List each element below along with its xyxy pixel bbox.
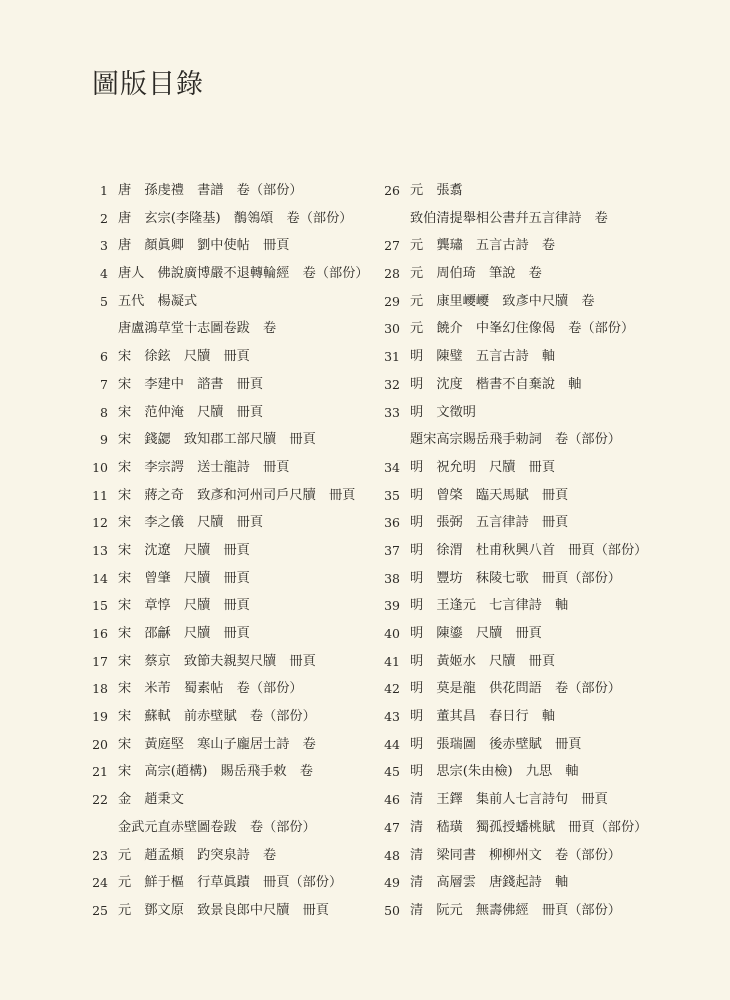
contents-entry <box>378 758 708 786</box>
entry-text: 明 沈度 楷書不自棄說 軸 <box>410 376 582 392</box>
entry-text: 唐盧鴻草堂十志圖卷跋 卷 <box>118 321 277 337</box>
entry-number: 10 <box>92 459 108 475</box>
entry-text: 清 高層雲 唐錢起詩 軸 <box>410 875 569 891</box>
entry-text: 宋 高宗(趙構) 賜岳飛手敕 卷 <box>118 764 313 780</box>
contents-entry <box>378 315 708 343</box>
contents-entry <box>86 648 386 676</box>
entry-number: 48 <box>384 847 400 863</box>
entry-text: 元 趙孟頫 趵突泉詩 卷 <box>118 847 277 863</box>
entry-text: 唐 孫虔禮 書譜 卷（部份） <box>118 183 303 198</box>
entry-text: 唐人 佛說廣博嚴不退轉輪經 卷（部份） <box>118 266 369 282</box>
entry-number: 50 <box>384 902 400 918</box>
entry-number: 12 <box>92 515 108 531</box>
contents-entry <box>378 648 708 676</box>
entry-text: 明 文徵明 <box>410 404 476 420</box>
contents-entry <box>86 758 386 786</box>
entry-number: 18 <box>92 681 108 697</box>
contents-entry <box>378 399 708 427</box>
entry-number: 38 <box>384 570 400 586</box>
entry-text: 題宋高宗賜岳飛手勅詞 卷（部份） <box>410 432 621 448</box>
entry-text: 明 張瑞圖 後赤壁賦 冊頁 <box>410 736 582 752</box>
entry-number: 31 <box>384 349 400 365</box>
contents-entry <box>86 592 386 620</box>
contents-entry <box>86 399 386 427</box>
contents-entry <box>86 288 386 316</box>
entry-text: 金 趙秉文 <box>118 792 184 808</box>
contents-entry <box>378 814 708 842</box>
entry-number: 37 <box>384 542 400 558</box>
contents-entry <box>378 675 708 703</box>
entry-text: 元 張翥 <box>410 183 463 198</box>
entry-number: 44 <box>384 736 400 752</box>
contents-entry <box>378 731 708 759</box>
contents-entry <box>86 703 386 731</box>
entry-text: 金武元直赤壁圖卷跋 卷（部份） <box>118 819 316 835</box>
contents-entry <box>378 177 708 205</box>
contents-entry <box>86 454 386 482</box>
entry-text: 明 陳璧 五言古詩 軸 <box>410 349 556 365</box>
entry-text: 清 嵇璜 獨孤授蟠桃賦 冊頁（部份） <box>410 819 648 835</box>
contents-entry <box>86 343 386 371</box>
entry-text: 明 陳鎏 尺牘 冊頁 <box>410 626 542 641</box>
entry-text: 元 周伯琦 筆說 卷 <box>410 266 542 282</box>
contents-entry <box>378 565 708 593</box>
contents-entry <box>86 731 386 759</box>
entry-text: 五代 楊凝式 <box>118 293 198 309</box>
entry-text: 宋 蔡京 致節夫親契尺牘 冊頁 <box>118 653 316 669</box>
entry-text: 唐 玄宗(李隆基) 鶺鴒頌 卷（部份） <box>118 210 353 226</box>
entry-number: 14 <box>92 570 108 586</box>
contents-entry <box>378 509 708 537</box>
contents-entry <box>378 260 708 288</box>
contents-entry <box>86 675 386 703</box>
contents-entry <box>86 232 386 260</box>
entry-text: 清 阮元 無壽佛經 冊頁（部份） <box>410 902 621 918</box>
entry-text: 致伯清提舉相公書幷五言律詩 卷 <box>410 210 608 226</box>
entry-number: 9 <box>100 432 108 448</box>
contents-entry <box>378 343 708 371</box>
entry-text: 宋 徐鉉 尺牘 冊頁 <box>118 349 250 365</box>
entry-text: 宋 章惇 尺牘 冊頁 <box>118 598 250 614</box>
entry-number: 15 <box>92 598 108 614</box>
contents-entry-continuation <box>86 814 386 842</box>
entry-text: 宋 李之儀 尺牘 冊頁 <box>118 515 264 531</box>
contents-entry <box>378 371 708 399</box>
contents-entry <box>378 537 708 565</box>
contents-entry <box>86 897 386 925</box>
entry-number: 24 <box>92 875 108 891</box>
entry-number: 43 <box>384 709 400 725</box>
entry-text: 明 張弼 五言律詩 冊頁 <box>410 515 569 531</box>
entry-number: 19 <box>92 709 108 725</box>
entry-text: 宋 米芾 蜀素帖 卷（部份） <box>118 681 303 697</box>
entry-number: 4 <box>100 266 108 282</box>
contents-entry <box>86 509 386 537</box>
entry-text: 宋 李建中 諮書 冊頁 <box>118 376 264 392</box>
entry-number: 45 <box>384 764 400 780</box>
entry-number: 16 <box>92 626 108 641</box>
entry-text: 清 梁同書 柳柳州文 卷（部份） <box>410 847 621 863</box>
contents-entry <box>86 482 386 510</box>
entry-number: 7 <box>100 376 108 392</box>
contents-entry <box>86 426 386 454</box>
entry-text: 元 饒介 中峯幻住像偈 卷（部份） <box>410 321 635 337</box>
page-title: 圖版目錄 <box>92 69 204 100</box>
contents-entry <box>378 620 708 648</box>
contents-entry <box>86 260 386 288</box>
contents-entry <box>378 482 708 510</box>
entry-text: 明 董其昌 春日行 軸 <box>410 709 556 725</box>
entry-number: 20 <box>92 736 108 752</box>
entry-number: 25 <box>92 902 108 918</box>
entry-text: 明 徐渭 杜甫秋興八首 冊頁（部份） <box>410 542 648 558</box>
contents-entry <box>378 842 708 870</box>
contents-entry <box>86 565 386 593</box>
contents-entry <box>378 703 708 731</box>
entry-number: 21 <box>92 764 108 780</box>
entry-number: 29 <box>384 293 400 309</box>
contents-entry <box>378 869 708 897</box>
entry-number: 47 <box>384 819 400 835</box>
entry-text: 宋 錢勰 致知郡工部尺牘 冊頁 <box>118 432 316 448</box>
entry-number: 3 <box>100 238 108 254</box>
entry-text: 明 祝允明 尺牘 冊頁 <box>410 459 556 475</box>
contents-entry-continuation <box>378 426 708 454</box>
entry-number: 34 <box>384 459 400 475</box>
entry-text: 宋 邵龢 尺牘 冊頁 <box>118 626 250 641</box>
entry-number: 33 <box>384 404 400 420</box>
entry-number: 30 <box>384 321 400 337</box>
entry-text: 元 鄧文原 致景良郎中尺牘 冊頁 <box>118 902 329 918</box>
contents-list-right <box>378 177 708 925</box>
entry-text: 明 思宗(朱由檢) 九思 軸 <box>410 764 579 780</box>
entry-text: 明 黃姬水 尺牘 冊頁 <box>410 653 556 669</box>
entry-text: 宋 李宗諤 送士龍詩 冊頁 <box>118 459 290 475</box>
entry-number: 5 <box>100 293 108 309</box>
entry-text: 明 曾棨 臨天馬賦 冊頁 <box>410 487 569 503</box>
contents-entry <box>378 897 708 925</box>
entry-number: 27 <box>384 238 400 254</box>
entry-number: 49 <box>384 875 400 891</box>
entry-number: 6 <box>100 349 108 365</box>
entry-text: 清 王鐸 集前人七言詩句 冊頁 <box>410 792 608 808</box>
entry-number: 23 <box>92 847 108 863</box>
entry-text: 元 康里巎巎 致彥中尺牘 卷 <box>410 293 595 309</box>
entry-number: 46 <box>384 792 400 808</box>
entry-number: 17 <box>92 653 108 669</box>
contents-entry <box>378 232 708 260</box>
entry-number: 40 <box>384 626 400 641</box>
contents-entry <box>86 869 386 897</box>
entry-text: 明 王逢元 七言律詩 軸 <box>410 598 569 614</box>
contents-entry-continuation <box>378 205 708 233</box>
contents-entry <box>86 177 386 205</box>
contents-entry <box>378 454 708 482</box>
contents-entry <box>378 786 708 814</box>
entry-number: 13 <box>92 542 108 558</box>
entry-text: 宋 范仲淹 尺牘 冊頁 <box>118 404 264 420</box>
entry-text: 明 豐坊 秣陵七歌 冊頁（部份） <box>410 570 621 586</box>
entry-number: 22 <box>92 792 108 808</box>
entry-text: 元 鮮于樞 行草眞蹟 冊頁（部份） <box>118 875 343 891</box>
entry-text: 宋 沈遼 尺牘 冊頁 <box>118 542 250 558</box>
entry-number: 2 <box>100 210 108 226</box>
contents-entry <box>378 288 708 316</box>
contents-entry <box>86 786 386 814</box>
entry-number: 11 <box>92 487 108 503</box>
entry-number: 39 <box>384 598 400 614</box>
entry-text: 宋 曾肇 尺牘 冊頁 <box>118 570 250 586</box>
contents-list-left <box>86 177 386 925</box>
entry-number: 36 <box>384 515 400 531</box>
entry-text: 唐 顏眞卿 劉中使帖 冊頁 <box>118 238 290 254</box>
contents-entry <box>86 842 386 870</box>
contents-entry <box>86 205 386 233</box>
entry-number: 8 <box>100 404 108 420</box>
entry-number: 26 <box>384 183 400 198</box>
entry-number: 32 <box>384 376 400 392</box>
contents-entry <box>86 537 386 565</box>
entry-text: 元 龔璛 五言古詩 卷 <box>410 238 556 254</box>
entry-number: 41 <box>384 653 400 669</box>
entry-text: 明 莫是龍 供花問語 卷（部份） <box>410 681 621 697</box>
entry-text: 宋 蘇軾 前赤壁賦 卷（部份） <box>118 709 316 725</box>
entry-text: 宋 蔣之奇 致彥和河州司戶尺牘 冊頁 <box>118 487 356 503</box>
entry-number: 1 <box>100 183 108 198</box>
entry-text: 宋 黃庭堅 寒山子龐居士詩 卷 <box>118 736 316 752</box>
contents-entry <box>86 371 386 399</box>
entry-number: 42 <box>384 681 400 697</box>
entry-number: 28 <box>384 266 400 282</box>
contents-entry <box>86 620 386 648</box>
contents-entry <box>378 592 708 620</box>
entry-number: 35 <box>384 487 400 503</box>
contents-entry-continuation <box>86 315 386 343</box>
